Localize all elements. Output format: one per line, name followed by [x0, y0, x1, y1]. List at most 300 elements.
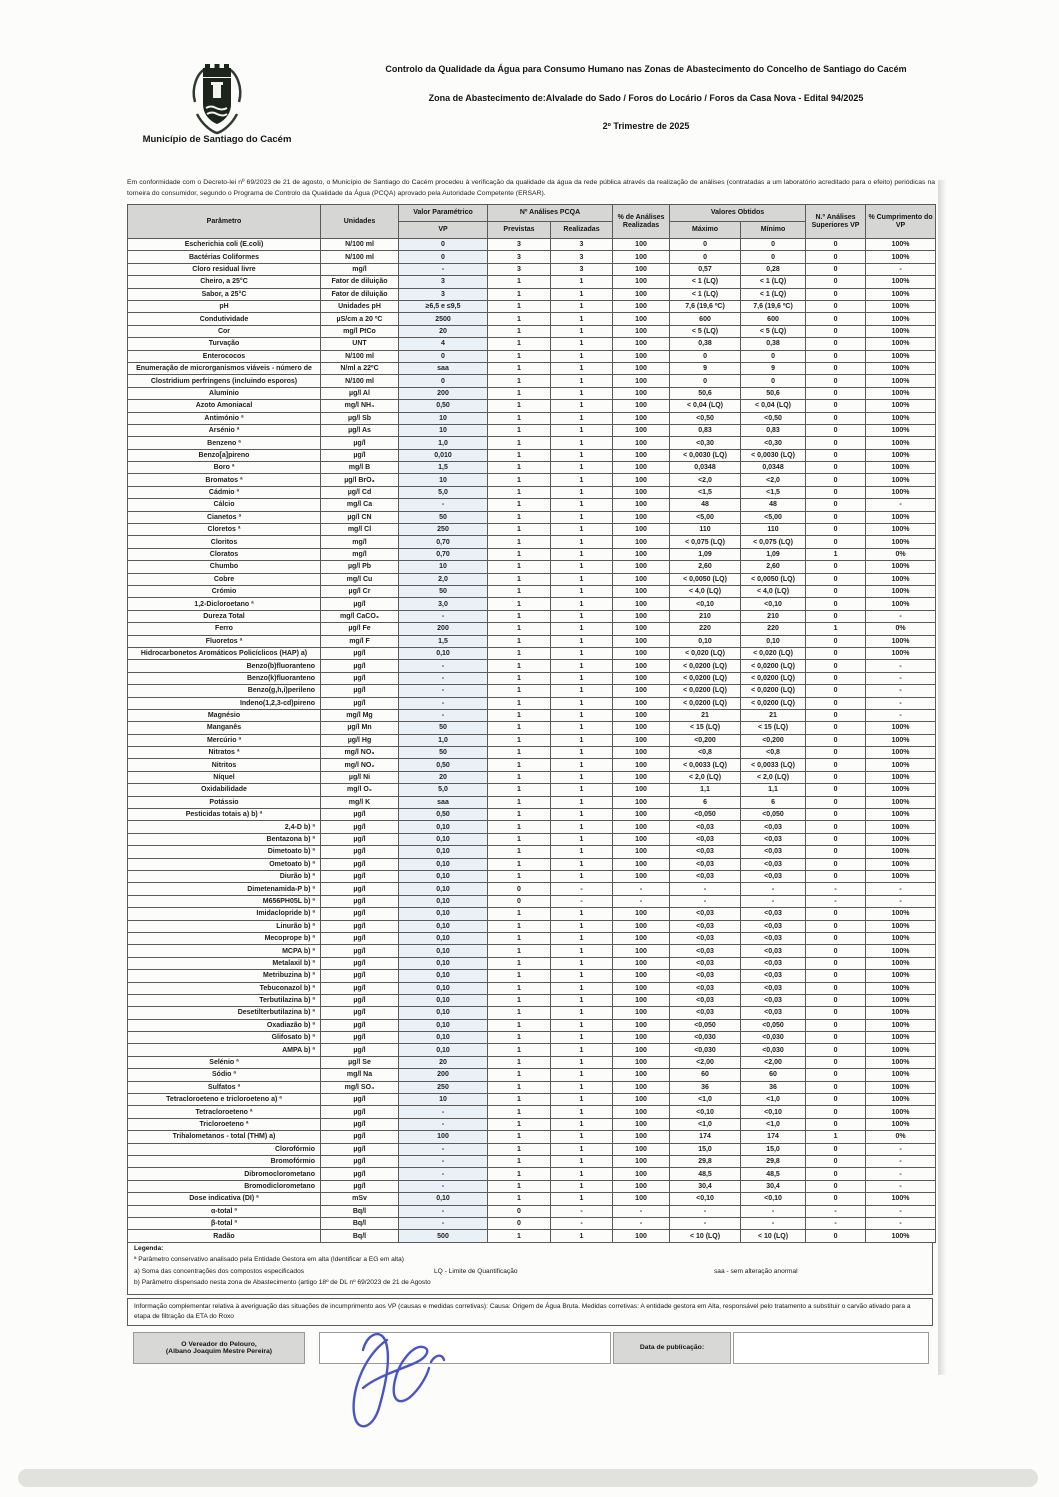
- cell-value: <0,03: [670, 1007, 741, 1019]
- table-row: [128, 759, 936, 771]
- cell-value: 100%: [866, 524, 936, 536]
- intro-paragraph: Em conformidade com o Decreto-lei nº 69/2023 de 21 de agosto, o Município de Santiago do Cacém procedeu à verificação da qualidade da água da rede pública através da realização de análises (contratadas a um laboratório acreditado para o efeito) periódicas na torneira do consumidor, segundo o Programa de Controlo da Qualidade da Água (PCQA) aprovado pela Autoridade Competente (ERSAR).: [127, 179, 935, 197]
- cell-value: 100%: [866, 412, 936, 424]
- cell-value: 600: [670, 313, 741, 325]
- cell-value: µg/l: [321, 647, 399, 659]
- parameter-name: Nitratos ª: [128, 747, 321, 759]
- table-row: [128, 474, 936, 486]
- cell-value: 1: [488, 635, 551, 647]
- parameter-name: Cor: [128, 325, 321, 337]
- cell-value: 0,57: [670, 263, 741, 275]
- cell-value: 0: [806, 449, 866, 461]
- cell-value: N/ml a 22ºC: [321, 362, 399, 374]
- parameter-name: Bromodiclorometano: [128, 1180, 321, 1192]
- cell-value: µg/l Mn: [321, 722, 399, 734]
- cell-value: 0: [806, 858, 866, 870]
- cell-value: <0,03: [741, 908, 806, 920]
- cell-value: 100%: [866, 1044, 936, 1056]
- cell-value: 100: [613, 945, 670, 957]
- cell-value: < 1 (LQ): [741, 288, 806, 300]
- cell-value: 0: [806, 994, 866, 1006]
- cell-value: 100: [613, 251, 670, 263]
- complementary-info-box: Informação complementar relativa à averiguação das situações de incumprimento aos VP (causas e medidas corretivas): Causa: Origem de Água Bruta. Medidas corretivas: A entidade gestora em Alta, responsável pelo tratamento a substituir o carvão ativado para a etapa de filtração da ETA do Roxo: [127, 1298, 933, 1326]
- cell-value: 1: [488, 350, 551, 362]
- cell-value: 1: [488, 697, 551, 709]
- cell-value: 100%: [866, 1081, 936, 1093]
- cell-value: 1: [488, 722, 551, 734]
- cell-value: 0: [806, 759, 866, 771]
- cell-value: -: [866, 697, 936, 709]
- cell-value: 100%: [866, 462, 936, 474]
- cell-value: -: [806, 1217, 866, 1229]
- parametric-value: 250: [399, 524, 488, 536]
- cell-value: 0: [806, 412, 866, 424]
- cell-value: 50,6: [741, 387, 806, 399]
- parametric-value: 1,0: [399, 437, 488, 449]
- cell-value: 100: [613, 263, 670, 275]
- parametric-value: 0,10: [399, 1032, 488, 1044]
- cell-value: mg/l B: [321, 462, 399, 474]
- cell-value: <0,03: [670, 945, 741, 957]
- parameter-name: Oxidabilidade: [128, 784, 321, 796]
- cell-value: 0: [806, 536, 866, 548]
- parametric-value: 0,10: [399, 982, 488, 994]
- cell-value: 0: [806, 747, 866, 759]
- footer: [127, 1332, 935, 1402]
- cell-value: 100: [613, 1069, 670, 1081]
- cell-value: 1: [551, 697, 613, 709]
- parameter-name: Enumeração de microrganismos viáveis - número de: [128, 362, 321, 374]
- cell-value: 1: [488, 1069, 551, 1081]
- cell-value: 1: [806, 548, 866, 560]
- cell-value: <1,5: [741, 486, 806, 498]
- cell-value: 100: [613, 511, 670, 523]
- col-header-unidades: Unidades: [321, 205, 399, 239]
- parametric-value: 50: [399, 586, 488, 598]
- cell-value: 9: [670, 362, 741, 374]
- cell-value: 100: [613, 1056, 670, 1068]
- cell-value: 1: [551, 833, 613, 845]
- cell-value: -: [613, 1217, 670, 1229]
- cell-value: -: [551, 1217, 613, 1229]
- cell-value: 1: [551, 1056, 613, 1068]
- cell-value: 0: [806, 734, 866, 746]
- cell-value: <0,30: [741, 437, 806, 449]
- cell-value: <0,03: [741, 994, 806, 1006]
- table-row: [128, 499, 936, 511]
- cell-value: 0: [806, 288, 866, 300]
- cell-value: N/100 ml: [321, 239, 399, 251]
- cell-value: 100%: [866, 1007, 936, 1019]
- table-row: [128, 313, 936, 325]
- cell-value: 1: [551, 771, 613, 783]
- parametric-value: 0,10: [399, 994, 488, 1006]
- cell-value: 1: [488, 1143, 551, 1155]
- cell-value: <0,8: [670, 747, 741, 759]
- cell-value: 1: [551, 387, 613, 399]
- cell-value: 100: [613, 387, 670, 399]
- cell-value: 0: [806, 1094, 866, 1106]
- cell-value: < 10 (LQ): [741, 1230, 806, 1242]
- cell-value: 0: [806, 573, 866, 585]
- parametric-value: saa: [399, 796, 488, 808]
- cell-value: 100%: [866, 1193, 936, 1205]
- cell-value: 1: [551, 945, 613, 957]
- cell-value: 1: [488, 982, 551, 994]
- cell-value: < 0,075 (LQ): [741, 536, 806, 548]
- cell-value: <1,5: [670, 486, 741, 498]
- cell-value: -: [741, 895, 806, 907]
- cell-value: µg/l: [321, 982, 399, 994]
- parametric-value: 1,5: [399, 635, 488, 647]
- cell-value: 1: [551, 1019, 613, 1031]
- cell-value: 1: [551, 462, 613, 474]
- report-title: Controlo da Qualidade da Água para Consumo Humano nas Zonas de Abastecimento do Concelho de Santiago do Cacém: [385, 64, 907, 74]
- parametric-value: 0,10: [399, 970, 488, 982]
- cell-value: 100: [613, 970, 670, 982]
- cell-value: 29,8: [670, 1155, 741, 1167]
- scan-bottom-shadow: [18, 1469, 1038, 1487]
- cell-value: -: [866, 709, 936, 721]
- cell-value: -: [670, 895, 741, 907]
- cell-value: 100%: [866, 771, 936, 783]
- cell-value: µg/l: [321, 598, 399, 610]
- cell-value: 100: [613, 561, 670, 573]
- cell-value: <0,03: [741, 957, 806, 969]
- parameter-name: Enterococos: [128, 350, 321, 362]
- cell-value: -: [670, 1205, 741, 1217]
- cell-value: 1: [551, 1180, 613, 1192]
- cell-value: < 0,0030 (LQ): [741, 449, 806, 461]
- table-row: [128, 945, 936, 957]
- parameter-name: Indeno(1,2,3-cd)pireno: [128, 697, 321, 709]
- parameter-name: Mecoprope b) ª: [128, 932, 321, 944]
- cell-value: 100%: [866, 647, 936, 659]
- cell-value: 100: [613, 833, 670, 845]
- cell-value: 0: [806, 486, 866, 498]
- cell-value: 100: [613, 784, 670, 796]
- parameter-name: AMPA b) ª: [128, 1044, 321, 1056]
- cell-value: 100: [613, 325, 670, 337]
- municipality-name: Município de Santiago do Cacém: [142, 134, 292, 145]
- table-row: [128, 548, 936, 560]
- cell-value: 0: [806, 350, 866, 362]
- cell-value: 100: [613, 635, 670, 647]
- parameter-name: Dimetoato b) ª: [128, 846, 321, 858]
- cell-value: 100: [613, 1081, 670, 1093]
- parameter-name: Linurão b) ª: [128, 920, 321, 932]
- cell-value: -: [866, 263, 936, 275]
- cell-value: 100: [613, 573, 670, 585]
- cell-value: 1: [551, 301, 613, 313]
- cell-value: 100: [613, 920, 670, 932]
- cell-value: 7,6 (19,6 ºC): [670, 301, 741, 313]
- cell-value: 1: [551, 524, 613, 536]
- cell-value: µg/l Se: [321, 1056, 399, 1068]
- cell-value: 100: [613, 647, 670, 659]
- cell-value: 100: [613, 722, 670, 734]
- cell-value: 1: [551, 994, 613, 1006]
- cell-value: 100: [613, 375, 670, 387]
- cell-value: < 0,0200 (LQ): [741, 697, 806, 709]
- cell-value: < 0,020 (LQ): [670, 647, 741, 659]
- cell-value: <0,030: [741, 1044, 806, 1056]
- cell-value: < 0,0200 (LQ): [670, 672, 741, 684]
- cell-value: 0: [488, 1217, 551, 1229]
- table-row: [128, 362, 936, 374]
- parametric-value: 0,10: [399, 957, 488, 969]
- cell-value: µg/l: [321, 895, 399, 907]
- parametric-value: 100: [399, 1131, 488, 1143]
- cell-value: mg/l NO₃: [321, 747, 399, 759]
- cell-value: <2,00: [741, 1056, 806, 1068]
- cell-value: 100%: [866, 375, 936, 387]
- table-row: [128, 1007, 936, 1019]
- parametric-value: 20: [399, 325, 488, 337]
- publication-date-label-box: [613, 1332, 731, 1364]
- cell-value: <0,10: [741, 598, 806, 610]
- table-row: [128, 1056, 936, 1068]
- table-row: [128, 858, 936, 870]
- cell-value: -: [866, 1217, 936, 1229]
- cell-value: <2,00: [670, 1056, 741, 1068]
- table-row: [128, 908, 936, 920]
- table-row: [128, 1094, 936, 1106]
- col-header-cumprimento: % Cumprimento do VP: [866, 205, 936, 239]
- parametric-value: 0,10: [399, 945, 488, 957]
- cell-value: 1: [551, 1230, 613, 1242]
- table-row: [128, 561, 936, 573]
- table-row: [128, 288, 936, 300]
- parametric-value: -: [399, 672, 488, 684]
- cell-value: 1: [488, 424, 551, 436]
- cell-value: 1: [551, 796, 613, 808]
- cell-value: 1: [551, 586, 613, 598]
- cell-value: <0,30: [670, 437, 741, 449]
- parameter-name: Nitritos: [128, 759, 321, 771]
- parametric-value: 0,70: [399, 548, 488, 560]
- cell-value: 0: [806, 251, 866, 263]
- cell-value: 1: [551, 685, 613, 697]
- cell-value: 0: [670, 350, 741, 362]
- cell-value: <0,10: [670, 598, 741, 610]
- cell-value: 0%: [866, 623, 936, 635]
- cell-value: 1: [551, 474, 613, 486]
- cell-value: µg/l Al: [321, 387, 399, 399]
- cell-value: 100%: [866, 338, 936, 350]
- cell-value: 100%: [866, 536, 936, 548]
- parametric-value: 0,10: [399, 883, 488, 895]
- parametric-value: 0: [399, 251, 488, 263]
- cell-value: 100: [613, 1131, 670, 1143]
- cell-value: 1,09: [670, 548, 741, 560]
- cell-value: 100: [613, 623, 670, 635]
- cell-value: 1: [488, 734, 551, 746]
- cell-value: 1: [551, 1044, 613, 1056]
- cell-value: 0: [806, 1056, 866, 1068]
- cell-value: 0: [806, 685, 866, 697]
- cell-value: 1: [488, 301, 551, 313]
- table-row: [128, 1180, 936, 1192]
- cell-value: 100%: [866, 437, 936, 449]
- cell-value: <0,8: [741, 747, 806, 759]
- table-row: [128, 239, 936, 251]
- cell-value: < 4,0 (LQ): [670, 586, 741, 598]
- cell-value: Fator de diluição: [321, 288, 399, 300]
- cell-value: 60: [670, 1069, 741, 1081]
- table-row: [128, 1081, 936, 1093]
- table-row: [128, 747, 936, 759]
- cell-value: <0,03: [741, 821, 806, 833]
- cell-value: 100%: [866, 982, 936, 994]
- table-row: [128, 771, 936, 783]
- cell-value: -: [741, 1205, 806, 1217]
- cell-value: 100%: [866, 325, 936, 337]
- cell-value: < 0,04 (LQ): [741, 400, 806, 412]
- cell-value: 100: [613, 362, 670, 374]
- cell-value: 1: [488, 1044, 551, 1056]
- cell-value: 100: [613, 1007, 670, 1019]
- cell-value: 1: [488, 313, 551, 325]
- cell-value: <0,03: [741, 970, 806, 982]
- cell-value: mg/l Cl: [321, 524, 399, 536]
- cell-value: 100: [613, 462, 670, 474]
- cell-value: 6: [741, 796, 806, 808]
- cell-value: 1: [551, 1131, 613, 1143]
- cell-value: 100%: [866, 1056, 936, 1068]
- cell-value: 100: [613, 982, 670, 994]
- table-row: [128, 400, 936, 412]
- cell-value: 100: [613, 239, 670, 251]
- cell-value: 210: [741, 610, 806, 622]
- cell-value: 100%: [866, 424, 936, 436]
- cell-value: 100: [613, 821, 670, 833]
- cell-value: 0: [806, 400, 866, 412]
- cell-value: <0,50: [670, 412, 741, 424]
- cell-value: µg/l: [321, 660, 399, 672]
- cell-value: 0: [741, 239, 806, 251]
- cell-value: 100: [613, 288, 670, 300]
- cell-value: 1: [488, 858, 551, 870]
- cell-value: <0,03: [670, 821, 741, 833]
- parametric-value: 5,0: [399, 784, 488, 796]
- cell-value: <0,03: [741, 982, 806, 994]
- cell-value: 1: [551, 920, 613, 932]
- cell-value: 36: [670, 1081, 741, 1093]
- cell-value: < 2,0 (LQ): [670, 771, 741, 783]
- cell-value: 1: [551, 1143, 613, 1155]
- cell-value: 1: [806, 1131, 866, 1143]
- cell-value: <1,0: [741, 1118, 806, 1130]
- parametric-value: 200: [399, 623, 488, 635]
- cell-value: 0: [806, 313, 866, 325]
- parametric-value: -: [399, 660, 488, 672]
- cell-value: 0: [806, 437, 866, 449]
- cell-value: 0: [806, 1230, 866, 1242]
- cell-value: -: [670, 883, 741, 895]
- cell-value: 29,8: [741, 1155, 806, 1167]
- cell-value: 100%: [866, 449, 936, 461]
- cell-value: µg/l: [321, 809, 399, 821]
- cell-value: 3: [488, 251, 551, 263]
- cell-value: 220: [741, 623, 806, 635]
- cell-value: 1: [488, 499, 551, 511]
- parametric-value: -: [399, 709, 488, 721]
- cell-value: µg/l: [321, 970, 399, 982]
- cell-value: mg/l: [321, 536, 399, 548]
- cell-value: 3: [488, 263, 551, 275]
- cell-value: 100%: [866, 833, 936, 845]
- table-row: [128, 598, 936, 610]
- cell-value: <0,10: [741, 1193, 806, 1205]
- table-row: [128, 375, 936, 387]
- cell-value: 100%: [866, 784, 936, 796]
- cell-value: -: [613, 1205, 670, 1217]
- cell-value: -: [806, 1205, 866, 1217]
- cell-value: mg/l Ca: [321, 499, 399, 511]
- parametric-value: -: [399, 1155, 488, 1167]
- cell-value: 7,6 (19,6 ºC): [741, 301, 806, 313]
- cell-value: 100%: [866, 747, 936, 759]
- cell-value: 1: [488, 1168, 551, 1180]
- cell-value: 1: [551, 325, 613, 337]
- cell-value: 100%: [866, 251, 936, 263]
- cell-value: 100%: [866, 970, 936, 982]
- cell-value: < 5 (LQ): [741, 325, 806, 337]
- parametric-value: 5,0: [399, 486, 488, 498]
- parameter-name: Benzo(b)fluoranteno: [128, 660, 321, 672]
- cell-value: 1: [551, 970, 613, 982]
- cell-value: 0: [806, 1193, 866, 1205]
- cell-value: 0: [806, 833, 866, 845]
- parametric-value: 0,10: [399, 858, 488, 870]
- col-header-parametro: Parâmetro: [128, 205, 321, 239]
- cell-value: 1: [488, 1193, 551, 1205]
- cell-value: <0,03: [670, 908, 741, 920]
- cell-value: <0,03: [741, 920, 806, 932]
- cell-value: 100%: [866, 858, 936, 870]
- cell-value: 21: [670, 709, 741, 721]
- parameter-name: Cobre: [128, 573, 321, 585]
- cell-value: 48,5: [741, 1168, 806, 1180]
- cell-value: 1: [488, 1106, 551, 1118]
- cell-value: 0: [806, 263, 866, 275]
- cell-value: 100: [613, 734, 670, 746]
- table-row: [128, 1032, 936, 1044]
- publication-date-field: [733, 1332, 929, 1364]
- parametric-value: 2,0: [399, 573, 488, 585]
- cell-value: 100: [613, 1044, 670, 1056]
- table-row: [128, 424, 936, 436]
- parameter-name: Cálcio: [128, 499, 321, 511]
- cell-value: 1: [488, 1131, 551, 1143]
- cell-value: 36: [741, 1081, 806, 1093]
- cell-value: 1: [551, 1081, 613, 1093]
- parametric-value: 0,10: [399, 647, 488, 659]
- cell-value: 1: [551, 734, 613, 746]
- cell-value: µg/l: [321, 1180, 399, 1192]
- parametric-value: 10: [399, 474, 488, 486]
- cell-value: 1: [488, 932, 551, 944]
- cell-value: 100%: [866, 722, 936, 734]
- cell-value: < 0,020 (LQ): [741, 647, 806, 659]
- cell-value: 0: [806, 957, 866, 969]
- cell-value: 1,1: [670, 784, 741, 796]
- cell-value: 100: [613, 1032, 670, 1044]
- cell-value: < 15 (LQ): [670, 722, 741, 734]
- parameter-name: Cloretos ª: [128, 524, 321, 536]
- cell-value: 1: [488, 276, 551, 288]
